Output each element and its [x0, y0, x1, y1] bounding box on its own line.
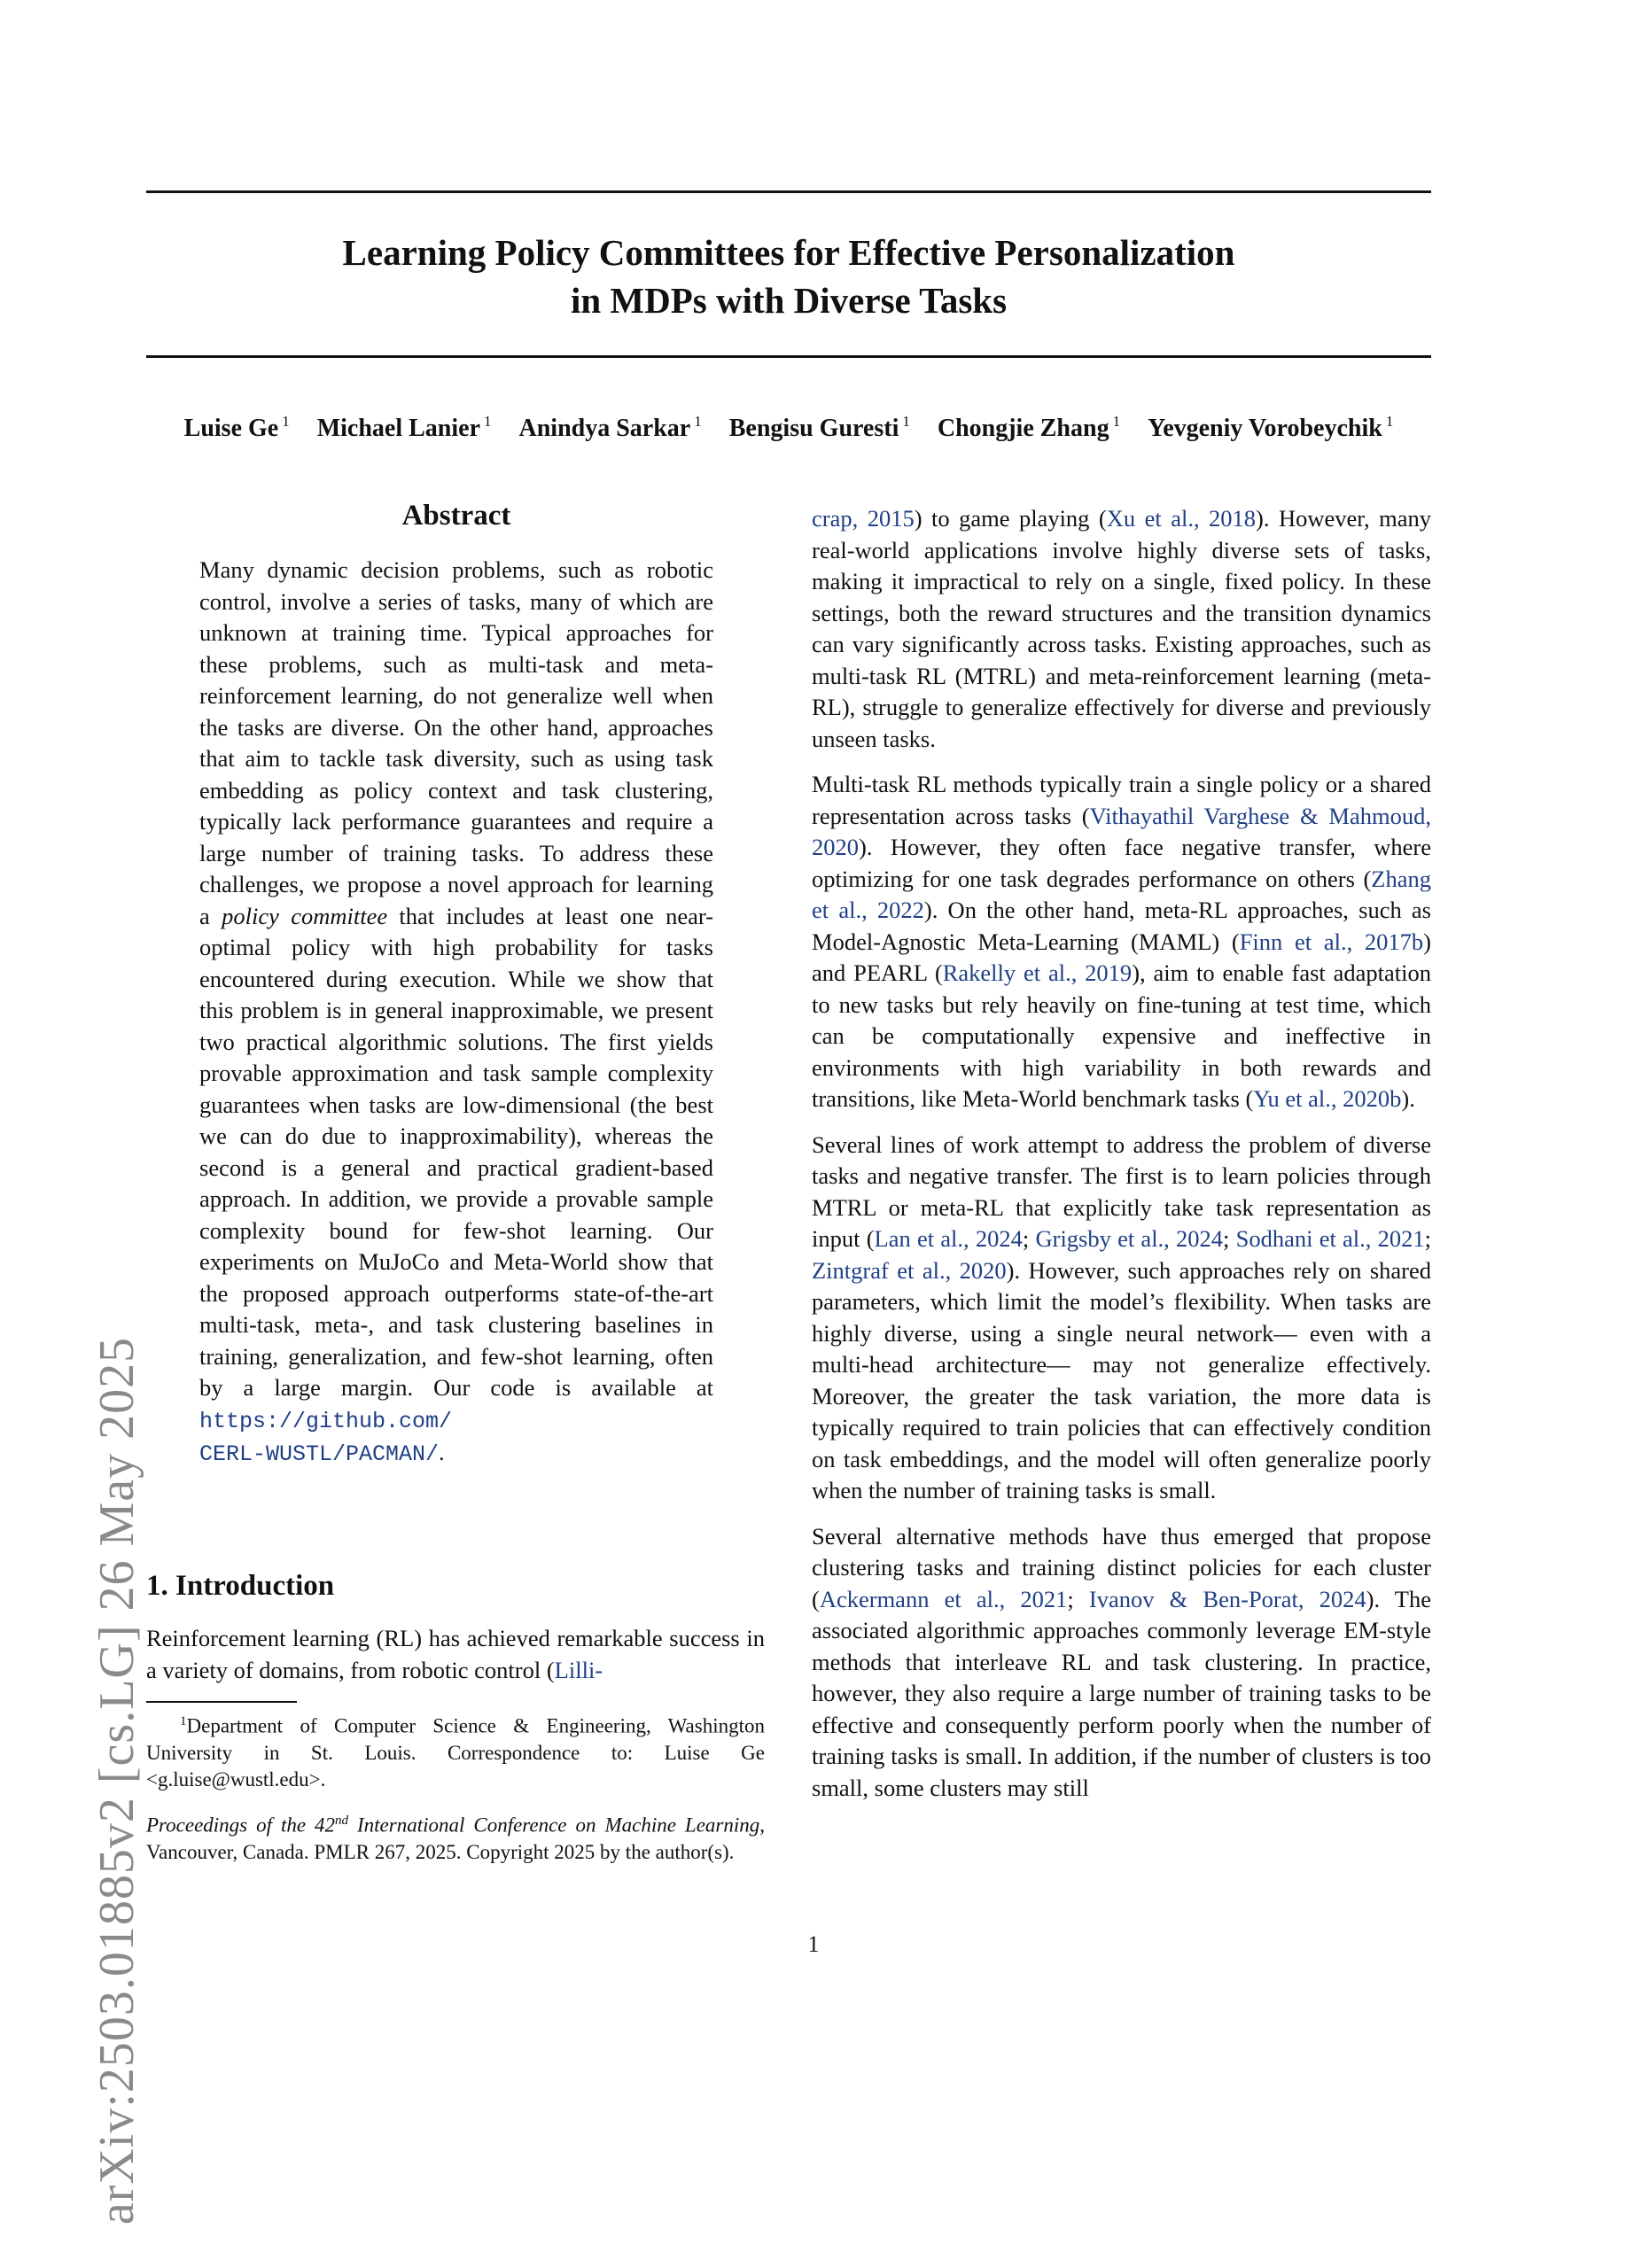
citation-link[interactable]: Zintgraf et al., 2020 [812, 1256, 1007, 1284]
citation-link[interactable]: Sodhani et al., 2021 [1235, 1225, 1425, 1252]
title-bottom-rule [146, 355, 1431, 358]
intro-paragraph-1: Reinforcement learning (RL) has achieved remarkable success in a variety of domains, from robotic control (Lilli- [146, 1625, 765, 1683]
citation-link[interactable]: Finn et al., 2017b [1239, 928, 1424, 955]
footnote-proceedings: Proceedings of the 42nd International Conference on Machine Learning, Vancouver, Canada. PMLR 267, 2025. Copyright 2025 by the author(s). [146, 1814, 765, 1863]
author-4: Bengisu Guresti $^1$ [728, 413, 910, 442]
citation-link[interactable]: crap, 2015 [812, 505, 915, 532]
abstract-emphasis: policy committee [222, 902, 388, 929]
abstract-paragraph: Many dynamic decision problems, such as robotic control, involve a series of tasks, many of which are unknown at training time. Typical approaches for these problems, such as multi-task and meta-reinforcement learning, do not generalize well when the tasks are diverse. On the other hand, approaches that aim to tackle task diversity, such as using task embedding as policy context and task clustering, typically lack performance guarantees and require a large number of training tasks. To address these challenges, we propose a novel approach for learning a policy committee that includes at least one near-optimal policy with high probability for tasks encountered during execution. While we show that this problem is in general inapproximable, we present two practical algorithmic solutions. The first yields provable approximation and task sample complexity guarantees when tasks are low-dimensional (the best we can do due to inapproximability), whereas the second is a general and practical gradient-based approach. In addition, we provide a provable sample complexity bound for few-shot learning. Our experiments on MuJoCo and Meta-World show that the proposed approach outperforms state-of-the-art multi-task, meta-, and task clustering baselines in training, generalization, and few-shot learning, often by a large margin. Our code is available at https://github.com/ CERL-WUSTL/PACMAN/. [199, 556, 713, 1467]
top-rule [146, 190, 1431, 193]
author-3: Anindya Sarkar $^1$ [518, 413, 702, 442]
arxiv-identifier: arXiv:2503.01885v2 [cs.LG] 26 May 2025 [90, 1336, 144, 2225]
citation-link[interactable]: Lilli- [554, 1656, 603, 1683]
citation-link[interactable]: Ivanov & Ben-Porat, 2024 [1088, 1585, 1366, 1612]
author-list [146, 413, 1431, 443]
author-6: Yevgeniy Vorobeychik $^1$ [1148, 413, 1394, 442]
paper-title [146, 229, 1431, 324]
section-heading-introduction: 1. Introduction [146, 1570, 335, 1602]
citation-link[interactable]: Rakelly et al., 2019 [942, 959, 1133, 986]
author-1: Luise Ge $^1$ [183, 413, 290, 442]
citation-link[interactable]: Zhang et al., 2022 [812, 865, 1431, 923]
abstract-heading: Abstract [401, 500, 511, 532]
footnote-affiliation: $^1$Department of Computer Science & Engineering, Washington University in St. Louis. Correspondence to: Luise Ge <g.luise@wustl.edu>. [146, 1714, 765, 1790]
title-line-1: Learning Policy Committees for Effective Personalization [342, 232, 1235, 273]
citation-link[interactable]: Xu et al., 2018 [1106, 505, 1257, 532]
page-number: 1 [807, 1931, 820, 1957]
citation-link[interactable]: Vithayathil Varghese & Mahmoud, 2020 [812, 802, 1431, 860]
right-column [812, 503, 1431, 1804]
citation-link[interactable]: Yu et al., 2020b [1253, 1085, 1402, 1112]
citation-link[interactable]: Grigsby et al., 2024 [1035, 1225, 1224, 1252]
footnote-rule [146, 1701, 297, 1703]
author-5: Chongjie Zhang $^1$ [937, 413, 1121, 442]
intro-left-text [146, 1623, 765, 1686]
code-link[interactable]: https://github.com/ CERL-WUSTL/PACMAN/ [199, 1408, 453, 1467]
right-paragraph-3: Several lines of work attempt to address the problem of diverse tasks and negative transfer. The first is to learn policies through MTRL or meta-RL that explicitly take task representation as input (Lan et al., 2024; Grigsby et al., 2024; Sodhani et al., 2021; Zintgraf et al., 2020). However, such approaches rely on shared parameters, which limit the model’s flexibility. When tasks are highly diverse, using a single neural network— even with a multi-head architecture— may not generalize effectively. Moreover, the greater the task variation, the more data is typically required to train policies that can effectively condition on task embeddings, and the model will often generalize poorly when the number of training tasks is small. [812, 1130, 1432, 1503]
right-paragraph-1: crap, 2015) to game playing (Xu et al., 2018). However, many real-world applications involve highly diverse sets of tasks, making it impractical to rely on a single, fixed policy. In these settings, both the reward structures and the transition dynamics can vary significantly across tasks. Existing approaches, such as multi-task RL (MTRL) and meta-reinforcement learning (meta-RL), struggle to generalize effectively for diverse and previously unseen tasks. [812, 505, 1432, 752]
abstract-body [199, 555, 713, 1471]
right-paragraph-4: Several alternative methods have thus emerged that propose clustering tasks and training distinct policies for each cluster (Ackermann et al., 2021; Ivanov & Ben-Porat, 2024). The associated algorithmic approaches commonly leverage EM-style methods that interleave RL and task clustering. In practice, however, they also require a large number of training tasks to be effective and consequently perform poorly when the number of training tasks is small. In addition, if the number of clusters is too small, some clusters may still [812, 1522, 1431, 1801]
citation-link[interactable]: Ackermann et al., 2021 [819, 1585, 1068, 1612]
right-paragraph-2: Multi-task RL methods typically train a single policy or a shared representation across tasks (Vithayathil Varghese & Mahmoud, 2020). However, they often face negative transfer, where optimizing for one task degrades performance on others (Zhang et al., 2022). On the other hand, meta-RL approaches, such as Model-Agnostic Meta-Learning (MAML) (Finn et al., 2017b) and PEARL (Rakelly et al., 2019), aim to enable fast adaptation to new tasks but rely heavily on fine-tuning at test time, which can be computationally expensive and ineffective in environments with high variability in both rewards and transitions, like Meta-World benchmark tasks (Yu et al., 2020b). [812, 771, 1431, 1112]
author-2: Michael Lanier $^1$ [316, 413, 492, 442]
citation-link[interactable]: Lan et al., 2024 [874, 1225, 1023, 1252]
title-line-2: in MDPs with Diverse Tasks [570, 280, 1008, 321]
footnote-mark: 1 [180, 1714, 187, 1728]
